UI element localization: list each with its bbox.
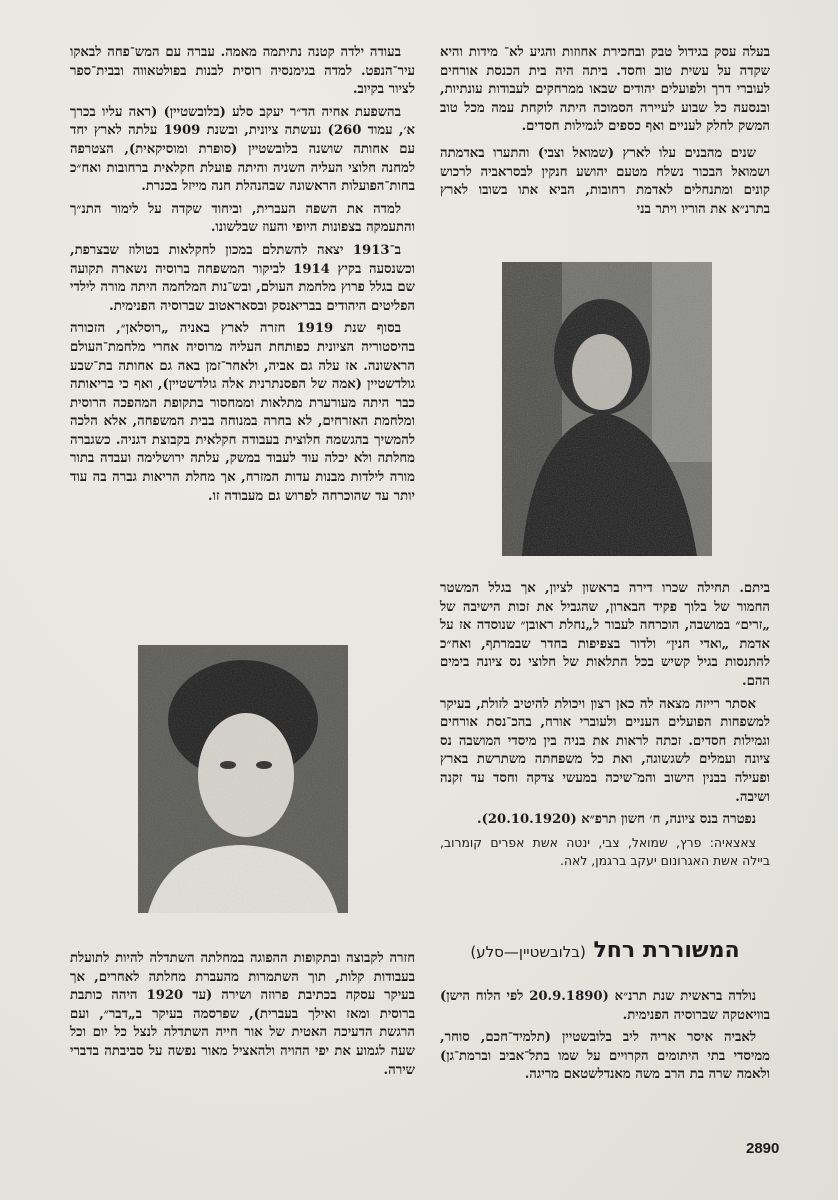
- portrait-image: [502, 262, 712, 556]
- paragraph: נולדה בראשית שנת תרנ״א (20.9.1890 לפי הלוח הישן) בוויאטקה שברוסיה הפנימית.: [440, 989, 770, 1023]
- paragraph: בעודה ילדה קטנה נתיתמה מאמה. עברה עם המש־פחה לבאקו עיר־הנפט. למדה בגימנסיה רוסית לבנות בפולטאווה ובבית־ספר לציור בקיוב.: [70, 45, 415, 98]
- paragraph: נפטרה בנס ציונה, ח׳ חשון תרפ״א (20.10.1920).: [477, 812, 756, 828]
- paragraph: לאביה איסר אריה ליב בלובשטיין (תלמיד־חכם, סוחר, ממיסדי בתי היתומים הקרויים על שמו בתל־אביב וברמת־גן) ולאמה שרה בת הרב משה מאנדלשטאם מריגה.: [440, 1030, 770, 1083]
- heading-subtitle: (בלובשטיין—סלע): [470, 943, 586, 961]
- paragraph: [440, 44, 770, 137]
- section-heading: [440, 938, 770, 963]
- paragraph: צאצאיה: פרץ, שמואל, צבי, ינטה אשת אפרים קומרוב, ביילה אשת האגרונום יעקב ברגמן, לאה.: [440, 834, 770, 869]
- text-line: מידות והיא שקדה על עשית טוב וחסד. ביתה היה בית הכנסת אורחים לעוברי דרך ולפועלים יהודים שבאו ממרחקים לעבודות עונתיות, ובנסעה כל שבוע לעיירה הסמוכה היתה לוקחת עמה מכל טוב המשק לחלק לעניים ואף כספים לגמילות חסדים.: [440, 45, 770, 135]
- right-column-bottom: [70, 950, 415, 1084]
- text-line: בעלה עסק בגידול טבק ובחכירת אחוזות והגיע לא־: [504, 45, 771, 60]
- paragraph: ב־1913 יצאה להשתלם במכון לחקלאות בטולוז שבצרפת, וכשנסעה בקיץ 1914 לביקור המשפחה ברוסיה נשארה תקועה שם בגלל פרוץ מלחמת העולם, ובש־נות המלחמה היתה מורה לילדי הפליטים היהודים בבריאנסק ובסאראטוב שברוסיה הפנימית.: [70, 242, 415, 314]
- paragraph: בסוף שנת 1919 חזרה לארץ באניה „רוסלאן״, הזכורה בהיסטוריה הציונית כפותחת העליה מרוסיה אחרי מלחמת־העולם הראשונה. אז עלה גם אביה, ולאחר־זמן באה גם אחותה בת־שבע גולדשטיין (אמה של הפסנתרנית אלה גולדשטיין), ואף כי בריאותה כבר היתה מעורערת מתלאות וממחסור בתקופת המהפכה הרוסית ומלחמת האזרחים, לא בחרה במנוחה בבית המשפחה, אלא הלכה להמשיך בהגשמה חלוצית בעבודה חקלאית בקבוצת דגניה. כשגברה מחלתה ולא יכלה עוד לעבוד במשק, עלתה ירושלימה ועבדה בתור מורה לילדות מבנות עדות המזרח, אך מחלת הריאות גברה בה עוד יותר עד שהוכרחה לפרוש גם מעבודה זו.: [70, 321, 415, 504]
- right-column-top: [70, 44, 415, 510]
- paragraph: שנים מהבנים עלו לארץ (שמואל וצבי) והתערו באדמתה ושמואל הבכור נשלח מטעם יהושע חנקין לבסראביה לרכוש קונים ומתנחלים לאדמת רחובות, הביא אתו בשובו לארץ בתרנ״א את הוריו ויתר בני: [440, 145, 770, 217]
- portrait-image: [138, 645, 348, 913]
- left-column-bottom: [440, 580, 770, 875]
- paragraph: בהשפעת אחיה הד״ר יעקב סלע (בלובשטיין) (ראה עליו בכרך א׳, עמוד 260) נעשתה ציונית, ובשנת 1909 עלתה לארץ יחד עם אחותה שושנה בלובשטיין (סופרת ומוסיקאית), הצטרפה למחנה חלוצי העליה השניה והיתה פועלת חקלאית ברחובות ואח״כ בחות־הפועלות הראשונה שבהנהלת חנה מייזל בכנרת.: [70, 104, 415, 195]
- paragraph: אסתר רייזה מצאה לה כאן רצון ויכולת להיטיב לזולת, בעיקר למשפחות הפועלים העניים ולעוברי אורח, בהכ־נסת אורחים וגמילות חסדים. זכתה לראות את בניה בין מיסדי המושבה נס ציונה ועמלים לשגשוגה, ואת כל משפחתה משתרשת בארץ ופעילה בבנין הישוב והמ־שיכה במעשי צדקה וחסד עד זקנה ושיבה.: [440, 696, 770, 805]
- portrait-photo-rachel: [138, 645, 348, 913]
- left-column-top: [440, 44, 770, 223]
- page-number: 2890: [746, 1140, 780, 1157]
- paragraph: חזרה לקבוצה ובתקופות ההפוגה במחלתה השתדלה להיות לתועלת בעבודות קלות, תוך השתמרות מהעברת מחלתה לאחרים, אך בעיקר עסקה בכתיבת פרוזה ושירה (עד 1920 היהה כותבת ברוסית ומאז ואילך בעברית), שפרסמה בעיקר ב„דבר״, ועם הרגשת הדעיכה האטית של אור חייה השתדלה לנצל כל יום וכל שעה לגמוע את יפי ההויה ולהאציל מאור נפשה על סביבתה בדברי שירה.: [70, 951, 415, 1078]
- portrait-photo-elderly-woman: [502, 262, 712, 556]
- left-column-biography: [440, 988, 770, 1089]
- heading-title: המשוררת רחל: [593, 938, 740, 963]
- paragraph: למדה את השפה העברית, וביחוד שקדה על לימור התנ״ך והתעמקה בצפונות היופי והעוז שבלשונו.: [70, 201, 415, 236]
- paragraph: ביתם. תחילה שכרו דירה בראשון לציון, אך בגלל המשטר החמור של בלוך פקיד הבארון, שהגביל את זכות הישיבה של „זרים״ במושבה, הוכרחה לעבור ל„נחלת ראובן״ שנוסדה אז על אדמת „ואדי חנין״ ולדור בצפיפות בחדר שבמרתף, ואח״כ להתנסות בגיל קשיש בכל התלאות של חלוצי נס ציונה בימים ההם.: [440, 581, 770, 689]
